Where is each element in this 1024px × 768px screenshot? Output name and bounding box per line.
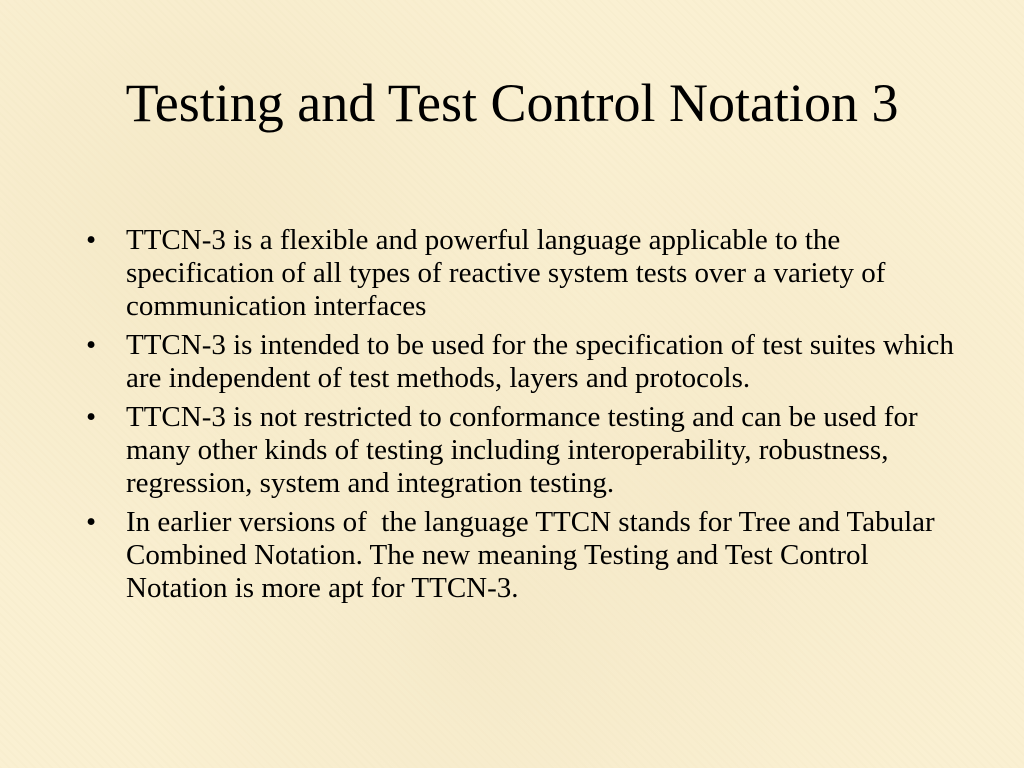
bullet-text: TTCN-3 is a flexible and powerful language applicable to the specification of all types of reactive system tests over a variety of communication interfaces [126, 224, 893, 322]
bullet-item [84, 224, 954, 323]
bullet-dot-icon: • [86, 224, 97, 256]
bullet-text: In earlier versions of the language TTCN stands for Tree and Tabular Combined Notation. The new meaning Testing and Test Control Notation is more apt for TTCN-3. [126, 506, 942, 604]
bullet-item [84, 506, 954, 605]
bullet-item [84, 401, 954, 500]
slide-title: Testing and Test Control Notation 3 [125, 73, 899, 133]
bullet-item [84, 329, 962, 395]
bullet-dot-icon: • [86, 401, 97, 433]
bullet-text: TTCN-3 is intended to be used for the specification of test suites which are independent of test methods, layers and protocols. [126, 329, 962, 394]
bullet-text: TTCN-3 is not restricted to conformance testing and can be used for many other kinds of testing including interoperability, robustness, regression, system and integration testing. [126, 401, 925, 499]
bullet-list [84, 224, 962, 611]
bullet-dot-icon: • [86, 506, 97, 538]
bullet-dot-icon: • [86, 329, 97, 361]
